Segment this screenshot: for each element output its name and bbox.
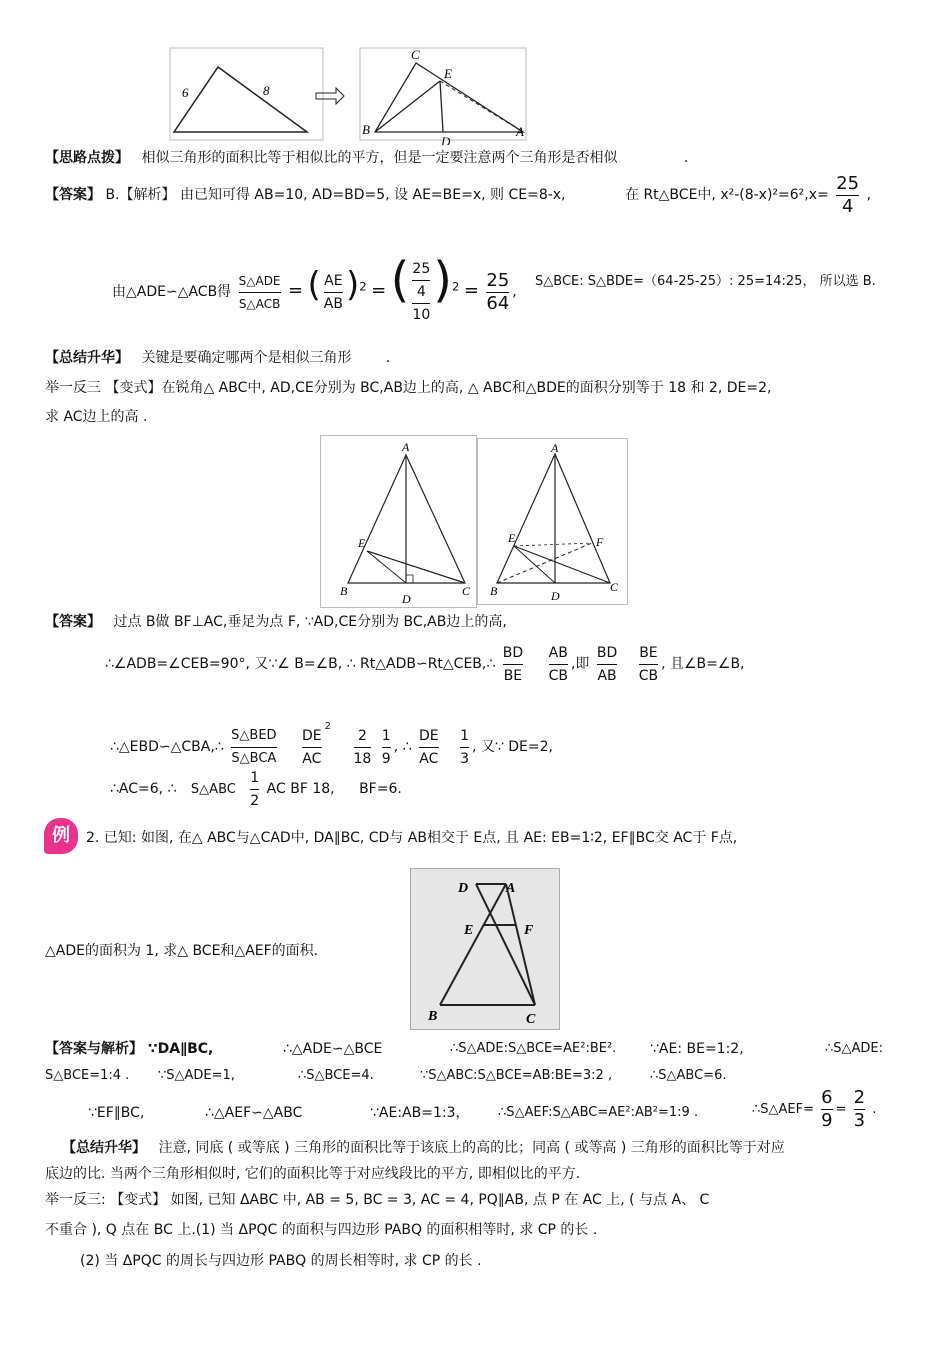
hint-text: 相似三角形的面积比等于相似比的平方，但是一定要注意两个三角形是否相似 [141,150,618,166]
answer3-c: ∴S△ADE:S△BCE=AE²:BE². [450,1041,617,1056]
n1b: 1 [460,725,469,748]
para-variant-2c: (2) 当 ΔPQC 的周长与四边形 PABQ 的周长相等时, 求 CP 的长 . [80,1253,482,1269]
result-fraction [486,270,509,315]
de: DE [302,725,322,748]
para-ratio: 由△ADE∽△ACB得 $\frac{\text{S△ADE}}{\text{S△ACB}}$ = ( $\frac{AE}{AB}$ )$^2$ = ( 25 4 10 )$^2$ = $\frac{25}{64}$ , [112,245,517,325]
proof2-tail: , 又∵ DE=2, [471,739,553,755]
bf-value: BF=6. [359,781,402,797]
answer5-d: ∴S△AEF:S△ABC=AE²:AB²=1:9 . [498,1105,699,1120]
para-hint [45,148,688,168]
fig4-vertex-label: B [428,1009,438,1024]
answer4-a: S△BCE=1:4 . [45,1068,130,1083]
figure-trapezoid [410,868,560,1030]
proof2-text: ∴△EBD∽△CBA,∴ [110,739,224,755]
answer5-e [752,1085,876,1135]
ac2: AC [419,750,439,767]
para-summary-2 [62,1138,785,1158]
answer5-e-text: ∴S△AEF= [752,1102,814,1117]
proof1-mid: ,即 [570,656,590,672]
frac-num: 25 [836,172,860,194]
f3n: BD [597,642,617,665]
answer-tag: 【答案】 [45,187,101,203]
summary-tag: 【总结升华】 [45,350,129,366]
para-example-2: 2. 已知: 如图, 在△ ABC与△CAD中, DA∥BC, CD与 AB相交于 E点, 且 AE: EB=1∶2, EF∥BC交 AC于 F点, [86,830,738,846]
proof2-mid: , ∴ [393,739,412,755]
eq: = [835,1102,847,1117]
fig4-vertex-label: F [524,923,534,938]
n25: 25 [412,258,430,281]
square-exp: 2 [324,721,332,732]
frac-de-ac-2 [419,725,439,770]
area-fraction [239,270,281,315]
area-den: S△ACB [238,296,281,311]
side-label-6: 6 [182,85,189,100]
sa: S△BED [231,725,276,748]
para-proof-3 [110,765,402,814]
ae-ab-fraction [324,270,343,315]
fig3-vertex-label: C [610,580,619,594]
fig2-vertex-label: D [402,592,411,606]
frac-ab-cb [549,642,568,687]
summary-end: . [385,350,391,366]
frac-s-bed-bca [231,725,276,770]
fraction-25-4 [836,173,859,218]
sb: S△BCA [231,750,277,766]
r2: 64 [486,292,510,314]
frac-de-ac [302,725,322,770]
f4n: BE [639,642,658,665]
fig1-vertex-label: A [516,124,524,139]
frac-half [250,767,259,812]
summary-text: 关键是要确定哪两个是相似三角形 [141,350,352,366]
answer2-tag: 【答案】 [45,614,101,630]
summary2-tag: 【总结升华】 [62,1140,146,1156]
fig3-vertex-label: A [551,441,559,455]
frac-den: 4 [841,195,854,217]
hint-end: . [683,150,689,166]
fig4-vertex-label: E [464,923,474,938]
n10: 10 [412,307,431,323]
frac-1-9 [382,725,391,770]
n2: 2 [354,725,372,748]
ab: AB [323,295,343,312]
f2d: CB [548,667,568,684]
frac-bd-be [503,642,523,687]
proof1-text: ∴∠ADB=∠CEB=90°, 又∵∠ B=∠B, ∴ Rt△ADB∽Rt△CEB,∴ [105,656,496,672]
s-abc: S△ABC [190,782,236,797]
n9: 9 [381,750,391,767]
n6: 6 [821,1087,833,1108]
f1n: BD [503,642,523,665]
figure-triangle-heights-bf [477,438,629,608]
answer3-a [45,1039,213,1059]
para-variant-2: 举一反三: 【变式】 如图, 已知 ΔABC 中, AB = 5, BC = 3, AC = 4, PQ∥AB, 点 P 在 AC 上, ( 与点 A、 C [45,1192,710,1208]
f3d: AB [597,667,617,684]
fig3-vertex-label: D [551,589,560,603]
fig2-vertex-label: C [462,584,471,598]
para-answer-1-tail [625,172,871,218]
para-example-2b: △ADE的面积为 1, 求△ BCE和△AEF的面积. [45,943,319,959]
answer5-end: . [872,1102,877,1117]
r1: 25 [486,269,510,291]
para-variant-1b: 求 AC边上的高 . [45,409,148,425]
frac-be-cb [639,642,658,687]
proof1-tail: , 且∠B=∠B, [661,656,745,672]
frac-6-9 [821,1087,832,1132]
arrow-icon [316,88,344,104]
nested-num [412,258,430,304]
nested-fraction [412,258,430,326]
n3: 3 [460,750,469,767]
answer4-b: ∵S△ADE=1, [158,1068,235,1083]
para-answer-1 [45,185,566,205]
para-proof-1 [105,640,745,688]
hint-tag: 【思路点拨】 [45,150,129,166]
answer5-b: ∴△AEF∽△ABC [205,1105,303,1121]
area-num: S△ADE [239,270,281,293]
para-answer-2 [45,612,507,632]
n2b: 2 [853,1087,866,1108]
fig1-vertex-label: B [362,122,370,137]
n4: 4 [416,284,426,300]
answer4-c: ∴S△BCE=4. [298,1068,374,1083]
answer2-text: 过点 B做 BF⊥AC,垂足为点 F, ∵AD,CE分别为 BC,AB边上的高, [113,614,507,630]
fig4-vertex-label: A [506,881,516,896]
fig1-vertex-label: E [444,66,452,81]
answer5-c: ∵AE:AB=1:3， [370,1105,470,1121]
fig2-vertex-label: B [340,584,348,598]
f4d: CB [638,667,659,684]
frac-2-3 [854,1087,865,1132]
para-variant-2b: 不重合 ), Q 点在 BC 上.(1) 当 ΔPQC 的面积与四边形 PABQ 的面积相等时, 求 CP 的长 . [45,1222,598,1238]
h1: 1 [250,767,259,790]
para-variant-1: 举一反三 【变式】在锐角△ ABC中, AD,CE分别为 BC,AB边上的高, △ ABC和△BDE的面积分别等于 18 和 2, DE=2, [45,380,772,396]
fig2-vertex-label: A [402,440,410,454]
ac: AC [302,750,322,767]
proof3-text: ∴AC=6, ∴ [110,781,177,797]
h2: 2 [250,792,260,809]
n1: 1 [382,725,391,748]
ratio-text: 由△ADE∽△ACB得 [112,284,232,300]
summary2-text: 注意, 同底 ( 或等底 ) 三角形的面积比等于该底上的高的比；同高 ( 或等高 ) 三角形的面积比等于对应 [158,1140,785,1156]
frac-2-18 [354,725,372,770]
para-summary-1 [45,348,390,368]
f1d: BE [503,667,523,684]
answer3-e: ∴S△ADE: [825,1041,884,1056]
fig2-vertex-label: E [358,536,366,550]
fig3-vertex-label: E [508,531,516,545]
fig4-vertex-label: C [526,1012,536,1027]
para-proof-2 [110,703,553,771]
fig1-vertex-label: C [411,47,420,62]
answer5-a: ∵EF∥BC, [88,1105,145,1121]
figure-triangle-heights [320,435,478,610]
frac-1-3 [460,725,469,770]
answer-end: , [866,187,872,203]
frac-bd-ab [597,642,617,687]
answer-text: B.【解析】 由已知可得 AB=10, AD=BD=5, 设 AE=BE=x, 则 CE=8-x, [105,187,566,203]
para-summary-2b: 底边的比. 当两个三角形相似时, 它们的面积比等于对应线段比的平方, 即相似比的平方. [45,1166,581,1182]
fig1-vertex-label: D [441,134,451,145]
f2n: AB [549,642,568,665]
n18: 18 [353,750,372,767]
ratio-tail: S△BCE: S△BDE=（64-25-25）: 25=14:25， 所以选 B. [535,274,876,289]
n9: 9 [821,1110,833,1131]
fig3-vertex-label: F [596,535,604,549]
answer3-a-text: 【答案与解析】 ∵DA∥BC, [45,1041,214,1057]
answer-tail: 在 Rt△BCE中, x²-(8-x)²=6²,x= [625,187,829,203]
n3b: 3 [853,1110,866,1131]
fig3-vertex-label: B [490,584,498,598]
answer3-d: ∵AE: BE=1:2, [650,1041,744,1057]
fig4-vertex-label: D [458,881,469,896]
answer4-e: ∴S△ABC=6. [650,1068,727,1083]
de2: DE [419,725,439,748]
answer4-d: ∵S△ABC:S△BCE=AB:BE=3:2 , [420,1068,613,1083]
figure-triangle-similarity [168,45,530,145]
ae: AE [324,270,343,293]
proof3-tail: AC BF 18, [266,781,335,797]
side-label-8: 8 [263,83,270,98]
answer3-b: ∴△ADE∽△BCE [283,1041,383,1057]
example-badge: 例 [44,818,78,854]
